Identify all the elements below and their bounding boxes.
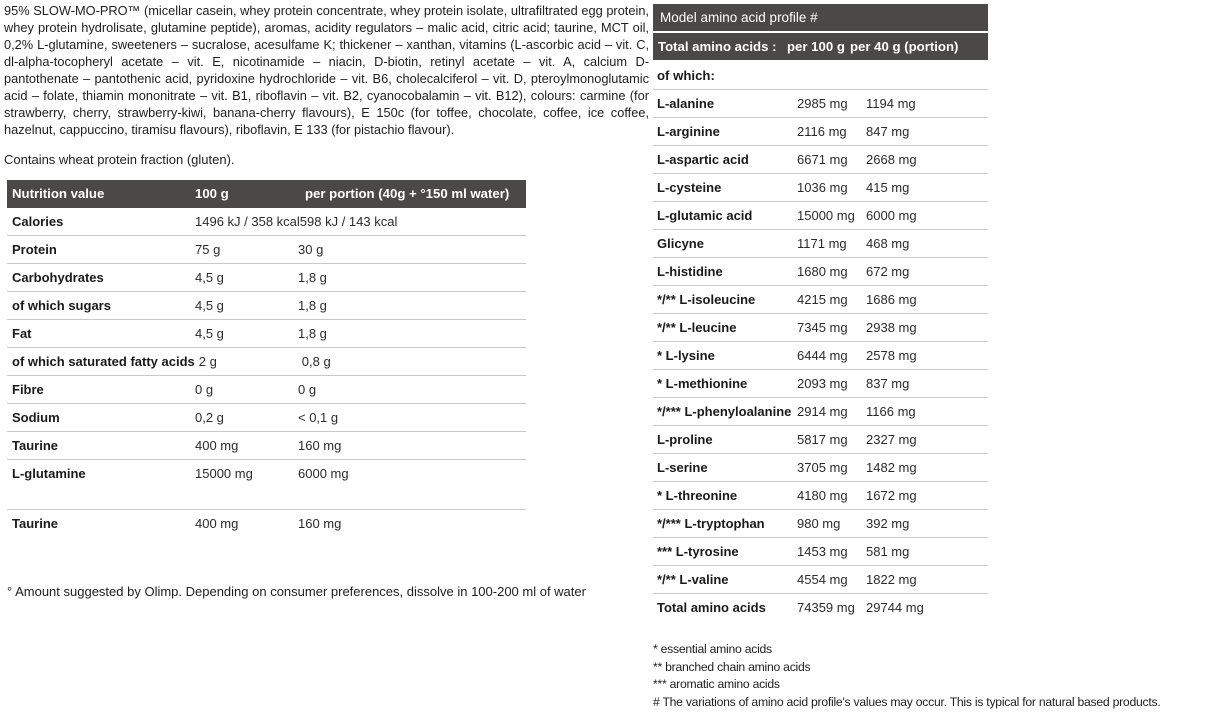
amino-per100: 6444 mg: [797, 348, 848, 363]
amino-header-label: Total amino acids :: [658, 39, 777, 54]
table-row: [653, 454, 988, 482]
nutrient-portion: 598 kJ / 143 kcal: [299, 214, 398, 229]
nutrient-per100: 0,2 g: [195, 410, 224, 425]
table-row: [653, 118, 988, 146]
amino-per100: 2985 mg: [797, 96, 848, 111]
nutrient-portion: 160 mg: [298, 438, 342, 453]
amino-per40: 415 mg: [866, 180, 910, 195]
nutrient-portion: 1,8 g: [298, 298, 327, 313]
amino-label: L-aspartic acid: [657, 152, 749, 167]
nutrient-portion: 1,8 g: [298, 270, 327, 285]
amino-header-per40: per 40 g (portion): [850, 39, 959, 54]
amino-table-title: Model amino acid profile #: [653, 4, 988, 31]
table-row: [7, 376, 526, 404]
nutrient-portion: < 0,1 g: [298, 410, 339, 425]
amino-per40: 2668 mg: [866, 152, 917, 167]
amino-per100: 2093 mg: [797, 376, 848, 391]
amino-label: */*** L-tryptophan: [657, 516, 765, 531]
amino-per40: 1482 mg: [866, 460, 917, 475]
nutrient-label: Taurine: [12, 516, 58, 531]
nutrition-table: [7, 180, 526, 538]
table-row: [653, 370, 988, 398]
nutrient-label: of which saturated fatty acids: [12, 354, 195, 369]
amino-per100: 4180 mg: [797, 488, 848, 503]
nutrition-header-label: Nutrition value: [12, 186, 105, 201]
amino-per40: 392 mg: [866, 516, 910, 531]
table-row: [7, 208, 526, 236]
nutrient-per100: 4,5 g: [195, 326, 224, 341]
table-row: [653, 174, 988, 202]
amino-label: */** L-leucine: [657, 320, 737, 335]
allergen-note: Contains wheat protein fraction (gluten).: [4, 152, 235, 167]
amino-label: *** L-tyrosine: [657, 544, 739, 559]
amino-label: */** L-valine: [657, 572, 729, 587]
amino-label: L-serine: [657, 460, 708, 475]
amino-per100: 5817 mg: [797, 432, 848, 447]
amino-label: Glicyne: [657, 236, 704, 251]
amino-per40: 837 mg: [866, 376, 910, 391]
amino-per100: 7345 mg: [797, 320, 848, 335]
table-row: [653, 398, 988, 426]
table-row: [653, 90, 988, 118]
amino-per100: 4554 mg: [797, 572, 848, 587]
table-row: [7, 510, 526, 538]
amino-header-per100: per 100 g: [787, 39, 845, 54]
amino-per40: 847 mg: [866, 124, 910, 139]
nutrient-portion: 6000 mg: [298, 466, 349, 481]
amino-per40: 2578 mg: [866, 348, 917, 363]
nutrient-label: Sodium: [12, 410, 60, 425]
nutrient-portion: 30 g: [298, 242, 324, 257]
amino-label: L-alanine: [657, 96, 715, 111]
footnote-essential: * essential amino acids: [653, 642, 772, 656]
table-row: [653, 538, 988, 566]
table-row: [7, 404, 526, 432]
amino-per100: 1680 mg: [797, 264, 848, 279]
amino-label: * L-threonine: [657, 488, 738, 503]
amino-subheader: of which:: [653, 60, 988, 90]
amino-per100: 74359 mg: [797, 600, 855, 615]
nutrient-portion: 0 g: [298, 382, 317, 397]
amino-per40: 672 mg: [866, 264, 910, 279]
nutrient-label: Taurine: [12, 438, 58, 453]
table-row: [7, 460, 526, 510]
amino-per100: 1453 mg: [797, 544, 848, 559]
nutrition-footnote: ° Amount suggested by Olimp. Depending on consumer preferences, dissolve in 100-200 ml of water: [7, 584, 586, 599]
nutrient-label: Carbohydrates: [12, 270, 104, 285]
nutrition-header-per100: 100 g: [195, 186, 229, 201]
nutrient-per100: 4,5 g: [195, 298, 224, 313]
nutrient-per100: 0 g: [195, 382, 214, 397]
nutrient-label: of which sugars: [12, 298, 111, 313]
nutrient-label: Protein: [12, 242, 57, 257]
amino-label: L-glutamic acid: [657, 208, 753, 223]
amino-per100: 4215 mg: [797, 292, 848, 307]
amino-acid-table: [653, 4, 988, 622]
table-row: [653, 426, 988, 454]
amino-per100: 3705 mg: [797, 460, 848, 475]
nutrient-label: Fibre: [12, 382, 44, 397]
table-row: [7, 264, 526, 292]
table-row-total: [653, 594, 988, 622]
ingredients-text: 95% SLOW-MO-PRO™ (micellar casein, whey protein concentrate, whey protein isolate, ultrafiltrated egg protein, whey protein hydrolisate, glutamine peptide), aromas, acidity regulators – malic acid, citric acid; taurine, MCT oil, 0,2% L-glutamine, sweeteners – sucralose, acesulfame K; thickener – xanthan, vitamins (L-ascorbic acid – vit. C, dl-alpha-tocopheryl acetate – vit. E, nicotinamide – niacin, D-biotin, retinyl acetate – vit. A, calcium D-pantothenate – pantothenic acid, pyridoxine hydrochloride – vit. B6, cholecalciferol – vit. D, pteroylmonoglutamic acid – folate, thiamin mononitrate – vit. B1, riboflavin – vit. B2, cyanocobalamin – vit. B12), colours: carmine (for strawberry, cherry, strawberry-kiwi, banana-cherry flavours), E 150c (for toffee, chocolate, coffee, ice coffee, hazelnut, cappuccino, tiramisu flavours), riboflavin, E 133 (for pistachio flavour).: [4, 3, 649, 137]
nutrient-per100: 400 mg: [195, 516, 239, 531]
table-row: [653, 342, 988, 370]
amino-label: * L-lysine: [657, 348, 715, 363]
table-row: [7, 292, 526, 320]
amino-per40: 1686 mg: [866, 292, 917, 307]
amino-per100: 6671 mg: [797, 152, 848, 167]
table-row: [7, 320, 526, 348]
nutrient-label: Fat: [12, 326, 32, 341]
amino-header-row: [653, 33, 988, 60]
table-row: [7, 236, 526, 264]
amino-per40: 2938 mg: [866, 320, 917, 335]
amino-label: L-arginine: [657, 124, 720, 139]
amino-per100: 1171 mg: [797, 236, 847, 251]
amino-label: L-histidine: [657, 264, 723, 279]
nutrition-header-portion: per portion (40g + °150 ml water): [305, 186, 510, 201]
amino-label: */*** L-phenyloalanine: [657, 404, 792, 419]
amino-per100: 1036 mg: [797, 180, 848, 195]
nutrition-header-row: [7, 180, 526, 208]
nutrient-per100: 75 g: [195, 242, 221, 257]
amino-label: * L-methionine: [657, 376, 748, 391]
amino-per40: 2327 mg: [866, 432, 917, 447]
amino-per40: 1194 mg: [866, 96, 916, 111]
footnote-branched: ** branched chain amino acids: [653, 659, 811, 674]
nutrient-label: Calories: [12, 214, 64, 229]
amino-per40: 1166 mg: [866, 404, 916, 419]
nutrient-label: L-glutamine: [12, 466, 86, 481]
nutrient-per100: 400 mg: [195, 438, 239, 453]
nutrient-per100: 1496 kJ / 358 kcal: [195, 214, 300, 229]
nutrient-portion: 0,8 g: [301, 354, 331, 369]
amino-per100: 980 mg: [797, 516, 841, 531]
nutrient-per100: 15000 mg: [195, 466, 253, 481]
amino-per40: 1822 mg: [866, 572, 917, 587]
amino-per40: 1672 mg: [866, 488, 917, 503]
table-row: [653, 510, 988, 538]
table-row: [653, 146, 988, 174]
footnote-variations: # The variations of amino acid profile's values may occur. This is typical for natural based products.: [653, 695, 1161, 710]
table-row: [653, 230, 988, 258]
table-row: [7, 348, 526, 376]
nutrient-per100: 4,5 g: [195, 270, 224, 285]
amino-per100: 2914 mg: [797, 404, 848, 419]
footnote-aromatic: *** aromatic amino acids: [653, 677, 780, 692]
left-column: [4, 2, 649, 599]
amino-label: L-cysteine: [657, 180, 722, 195]
amino-label: L-proline: [657, 432, 713, 447]
table-row: [653, 286, 988, 314]
table-row: [653, 314, 988, 342]
nutrient-portion: 1,8 g: [298, 326, 327, 341]
nutrient-portion: 160 mg: [298, 516, 342, 531]
table-row: [653, 258, 988, 286]
table-row: [653, 482, 988, 510]
amino-per100: 15000 mg: [797, 208, 855, 223]
amino-per40: 468 mg: [866, 236, 910, 251]
table-row: [653, 202, 988, 230]
amino-footnotes: [653, 641, 1160, 712]
table-row: [7, 432, 526, 460]
amino-label: Total amino acids: [657, 600, 766, 615]
amino-label: */** L-isoleucine: [657, 292, 756, 307]
amino-per40: 29744 mg: [866, 600, 924, 615]
amino-per40: 6000 mg: [866, 208, 917, 223]
amino-per40: 581 mg: [866, 544, 910, 559]
amino-per100: 2116 mg: [797, 124, 847, 139]
nutrient-per100: 2 g: [198, 354, 217, 369]
table-row: [653, 566, 988, 594]
